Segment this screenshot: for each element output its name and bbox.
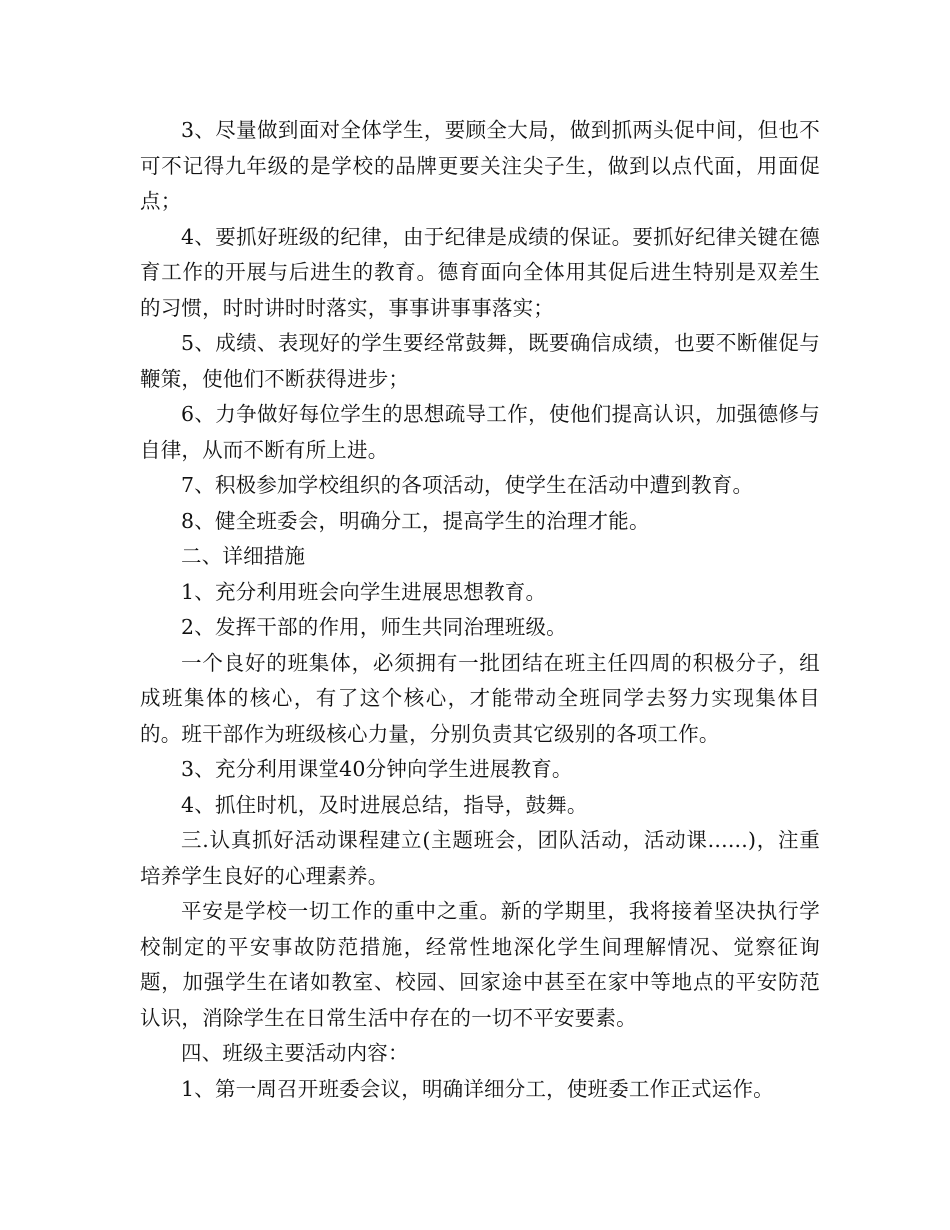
measure-item-4: 4、抓住时机，及时进展总结，指导，鼓舞。 <box>181 792 588 817</box>
paragraph-item-3: 3、尽量做到面对全体学生，要顾全大局，做到抓两头促中间，但也不可不记得九年级的是学校的品牌更要关注尖子生，做到以点代面，用面促点； <box>140 118 820 213</box>
paragraph-item-6: 6、力争做好每位学生的思想疏导工作，使他们提高认识，加强德修与自律，从而不断有所上进。 <box>140 402 820 462</box>
body-paragraph-safety: 平安是学校一切工作的重中之重。新的学期里，我将接着坚决执行学校制定的平安事故防范措施，经常性地深化学生间理解情况、觉察征询题，加强学生在诸如教室、校园、回家途中甚至在家中等地点的平安防范认识，消除学生在日常生活中存在的一切不平安要素。 <box>140 899 820 1030</box>
section-heading-activities-course: 三.认真抓好活动课程建立(主题班会，团队活动，活动课......)，注重培养学生良好的心理素养。 <box>140 828 820 888</box>
measure-item-1: 1、充分利用班会向学生进展思想教育。 <box>181 579 547 604</box>
paragraph-item-7: 7、积极参加学校组织的各项活动，使学生在活动中遭到教育。 <box>181 473 754 497</box>
measure-item-2: 2、发挥干部的作用，师生共同治理班级。 <box>181 615 567 639</box>
measure-item-3: 3、充分利用课堂40分钟向学生进展教育。 <box>181 757 573 781</box>
paragraph-item-5: 5、成绩、表现好的学生要经常鼓舞，既要确信成绩，也要不断催促与鞭策，使他们不断获得进步； <box>140 331 820 391</box>
activity-item-1: 1、第一周召开班委会议，明确详细分工，使班委工作正式运作。 <box>181 1076 774 1101</box>
paragraph-item-8: 8、健全班委会，明确分工，提高学生的治理才能。 <box>181 508 650 533</box>
section-heading-measures: 二、详细措施 <box>181 544 306 568</box>
section-heading-main-activities: 四、班级主要活动内容： <box>181 1041 409 1065</box>
body-paragraph-cadres: 一个良好的班集体，必须拥有一批团结在班主任四周的积极分子，组成班集体的核心，有了这个核心，才能带动全班同学去努力实现集体目的。班干部作为班级核心力量，分别负责其它级别的各项工作。 <box>140 650 820 746</box>
document-body <box>140 113 820 1107</box>
paragraph-item-4: 4、要抓好班级的纪律，由于纪律是成绩的保证。要抓好纪律关键在德育工作的开展与后进生的教育。德育面向全体用其促后进生特别是双差生的习惯，时时讲时时落实，事事讲事事落实； <box>140 224 820 320</box>
